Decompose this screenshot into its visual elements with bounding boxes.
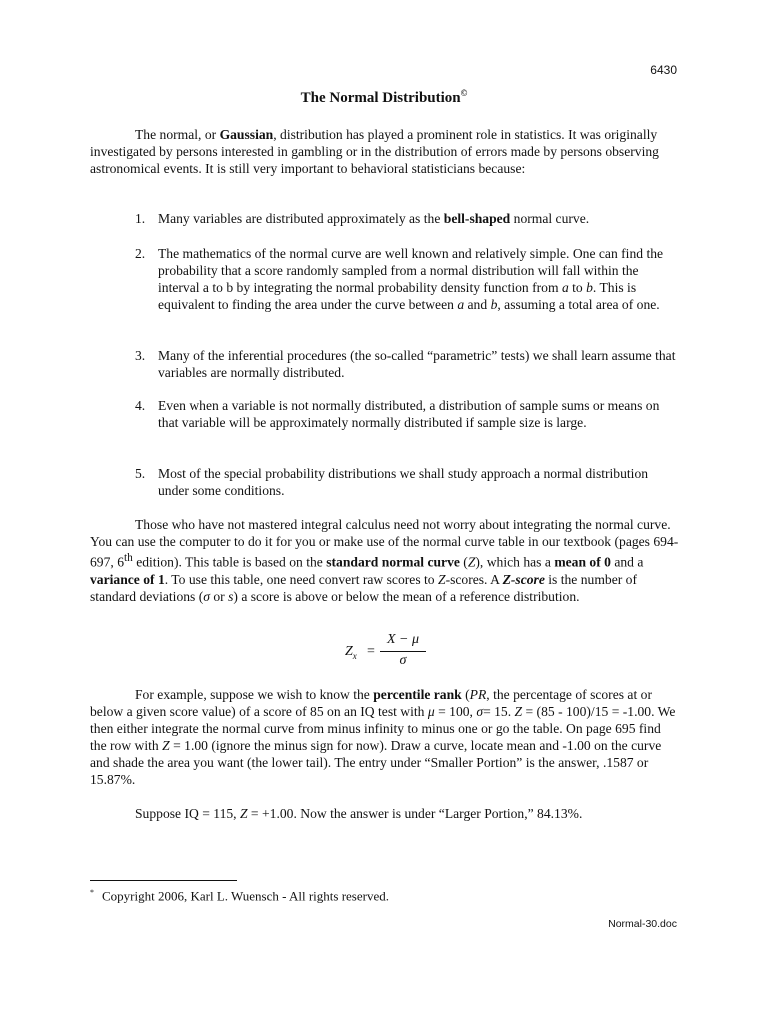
text-run: ), which has a	[475, 554, 555, 570]
list-number: 5.	[135, 466, 146, 481]
text-run: to	[568, 280, 587, 295]
bold-term: standard normal curve	[326, 554, 460, 570]
text-run: , the percentage of scores at or below a given score value) of a score of 85 on an IQ test with	[90, 687, 652, 719]
text-run: = 15.	[483, 704, 515, 719]
text-run: = +1.00. Now the answer is under “Larger Portion,” 84.13%.	[247, 806, 583, 821]
text-run: = (85 - 100)/15 = -1.00. We then either integrate the normal curve from minus infinity to minus one or go the table. On page 695 find the row with	[90, 704, 676, 753]
text-run: -scores. A	[445, 571, 503, 587]
copyright-mark: ©	[460, 88, 468, 98]
title-text: The Normal Distribution	[300, 90, 461, 106]
italic-term: b	[490, 297, 498, 312]
italic-term: b	[586, 280, 593, 295]
list-item	[90, 210, 680, 227]
formula-z: Z	[345, 644, 353, 659]
italic-term: Z	[467, 554, 476, 570]
footnote-text: Copyright 2006, Karl L. Wuensch - All rights reserved.	[102, 888, 389, 904]
italic-term: Z	[162, 738, 170, 753]
formula-subscript: x	[352, 650, 357, 661]
footer-filename: Normal-30.doc	[608, 918, 677, 930]
italic-term: a	[561, 280, 569, 295]
text-run: or	[209, 588, 229, 604]
text-run: edition). This table is based on the	[132, 554, 327, 570]
formula-lhs	[345, 644, 357, 661]
text-run: is the number of standard deviations (	[90, 571, 637, 604]
bold-term: variance of 1	[90, 571, 165, 587]
text-run: = 1.00 (ignore the minus sign for now). Draw a curve, locate mean and -1.00 on the curve and shade the area you want (the lower tail). The entry under “Smaller Portion” is the answer, .1587 or 15.87%.	[90, 738, 662, 787]
list-item	[90, 397, 680, 431]
sigma-symbol: σ	[203, 588, 210, 604]
list-number: 4.	[135, 398, 146, 413]
list-number: 2.	[135, 246, 146, 261]
formula-equals: =	[367, 644, 375, 659]
text-run: and	[464, 297, 491, 312]
text-run: Those who have not mastered integral calculus need not worry about integrating the normal curve. You can use the computer to do it for you or make use of the normal curve table in our textbook (pages 694-697, 6	[90, 517, 679, 570]
bold-term: mean of 0	[554, 554, 611, 570]
intro-paragraph	[90, 126, 680, 177]
text-run: ) a score is above or below the mean of a reference distribution.	[233, 588, 580, 604]
text-run: (	[461, 687, 470, 702]
z-score-formula	[340, 632, 440, 672]
formula-numerator: X − μ	[386, 632, 420, 647]
text-run: Most of the special probability distributions we shall study approach a normal distribution under some conditions.	[158, 466, 649, 498]
text-run: , distribution has played a prominent role in statistics. It was originally investigated by persons interested in gambling or in the distribution of errors made by persons observing astronomical events. It is still very important to behavioral statisticians because:	[90, 127, 659, 176]
italic-term: Z	[239, 806, 248, 821]
italic-term: PR	[469, 687, 487, 702]
text-run: normal curve.	[510, 211, 590, 226]
footnote	[90, 885, 690, 904]
fraction-bar	[380, 651, 426, 652]
text-run: and a	[610, 554, 644, 570]
document-number: 6430	[650, 63, 677, 77]
text-run: The normal, or	[135, 127, 220, 142]
text-run: The mathematics of the normal curve are well known and relatively simple. One can find the probability that a score randomly sampled from a normal distribution will fall within the interval a to b by integrating the normal probability density function from	[158, 246, 664, 295]
text-run: For example, suppose we wish to know the	[135, 687, 374, 702]
text-run: (	[459, 554, 468, 570]
superscript: th	[123, 552, 133, 564]
footnote-mark: *	[90, 888, 94, 897]
bold-term: bell-shaped	[443, 211, 511, 226]
text-run: Suppose IQ = 115,	[135, 806, 240, 821]
paragraph-percentile-example	[90, 686, 680, 788]
italic-term: Z	[514, 704, 523, 719]
sigma-symbol: σ	[476, 704, 484, 719]
text-run: , assuming a total area of one.	[497, 297, 660, 312]
bold-term: percentile rank	[373, 687, 462, 702]
page-title	[0, 90, 768, 107]
text-run: Even when a variable is not normally distributed, a distribution of sample sums or means on that variable will be approximately normally distributed if sample size is large.	[158, 398, 660, 430]
italic-term: Z	[438, 571, 446, 587]
text-run: Many of the inferential procedures (the so-called “parametric” tests) we shall learn assume that variables are normally distributed.	[158, 348, 676, 380]
formula-denominator: σ	[399, 653, 407, 668]
bold-italic-term: Z-score	[502, 571, 545, 587]
list-item	[90, 245, 680, 313]
text-run: . To use this table, one need convert raw scores to	[164, 571, 438, 587]
list-item	[90, 465, 680, 499]
text-run: . This is equivalent to finding the area under the curve between	[158, 280, 637, 312]
mu-symbol: μ	[427, 704, 435, 719]
bold-term: Gaussian	[219, 127, 274, 142]
paragraph-iq-115	[90, 805, 680, 822]
paragraph-standard-normal	[90, 516, 680, 605]
list-number: 1.	[135, 211, 146, 226]
list-number: 3.	[135, 348, 146, 363]
footnote-separator	[90, 880, 237, 881]
text-run: = 100,	[434, 704, 477, 719]
italic-term: a	[457, 297, 465, 312]
text-run: Many variables are distributed approximately as the	[158, 211, 444, 226]
italic-term: s	[228, 588, 234, 604]
list-item	[90, 347, 680, 381]
